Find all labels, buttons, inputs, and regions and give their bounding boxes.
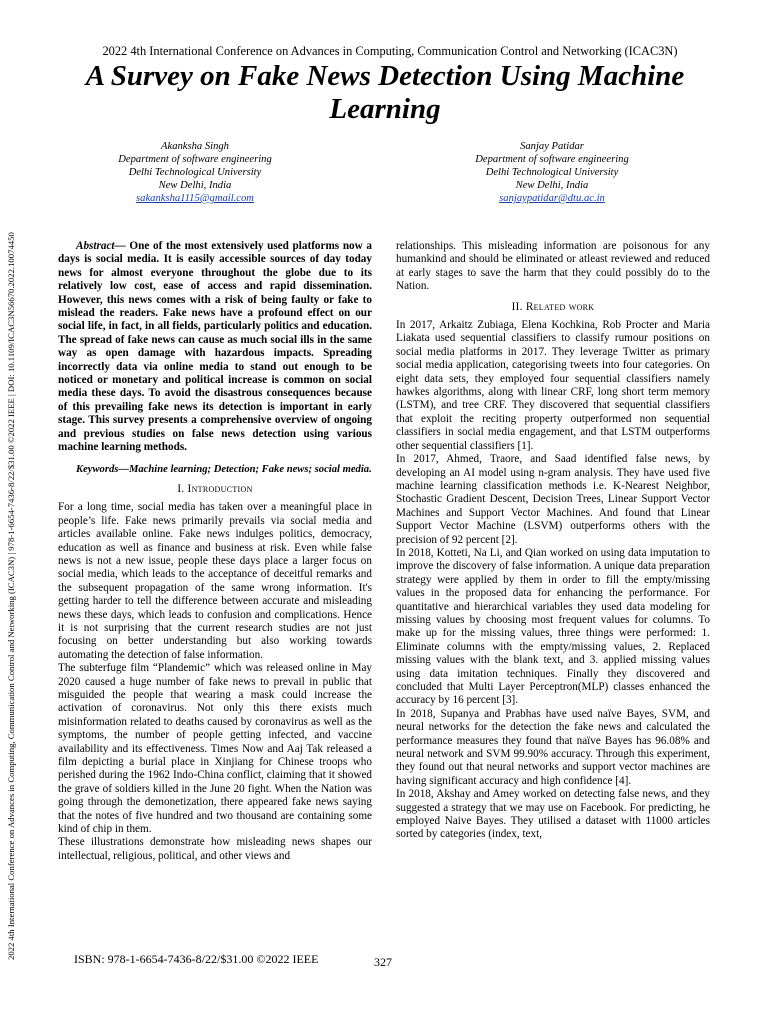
paragraph-continuation: relationships. This misleading information are poisonous for any humankind and should be eliminated or atleast reviewed and reduced at early stages to save the harm that they could possibly do to the Nation. bbox=[396, 240, 710, 293]
author-email-link[interactable]: sakanksha1115@gmail.com bbox=[136, 193, 254, 204]
paragraph: For a long time, social media has taken over a meaningful place in people’s life. Fake news primarily prevails via social media and articles available online. Fake news indulges politics, democracy, education as well as finance and business at risk. Even while false news is not a new issue, people these days place a larger focus on social media, which leads to the acceptance of deceitful remarks and the subsequent propagation of the same wrong information. It's getting harder to tell the difference between accurate and misleading news these days, which leads to confusion and complications. Hence it is not surprising that the current research studies are not just focusing on better understanding but also working towards automating the detection of false information. bbox=[58, 501, 372, 661]
author-city: New Delhi, India bbox=[515, 180, 589, 191]
paragraph: In 2017, Arkaitz Zubiaga, Elena Kochkina, Rob Procter and Maria Liakata used sequential classifiers to classify rumour positions on social media platforms in 2017. They leverage Twitter as primary social media application, categorising tweets into four categories. On eight data sets, they employed four sequential classifiers namely hawkes algorithms, along with linear CRF, long short term memory (LSTM), and tree CRF. They discovered that sequential classifiers that exploit the reciting property outperformed non sequential classifiers in social media engagement, and that LSTM outperforms other sequential classifiers [1]. bbox=[396, 319, 710, 452]
keywords bbox=[58, 463, 372, 476]
abstract-label: Abstract— bbox=[76, 240, 126, 252]
paragraph: In 2018, Kotteti, Na Li, and Qian worked on using data imputation to improve the discovery of false information. A unique data preparation strategy were applied by them in order to fill the empty/missing values in the proposed data for enhancing the performance. For quantitative and hierarchical variables they used data modeling for missing values by choosing most frequent values for columns. To make up for the missing values, three things were performed: 1. Eliminate columns with the empty/missing values, 2. Replaced missing values with the blank text, and 3. applied missing values using data imitation techniques. Finally they discovered and concluded that Multi Layer Perceptron(MLP) classes enhanced the accuracy by 16 percent [3]. bbox=[396, 546, 710, 707]
side-doi-strip bbox=[6, 100, 20, 960]
page-number: 327 bbox=[374, 955, 392, 969]
author-block-2 bbox=[427, 140, 677, 205]
conference-header: 2022 4th International Conference on Advances in Computing, Communication Control and Networking (ICAC3N) bbox=[102, 44, 678, 58]
keywords-text: Machine learning; Detection; Fake news; social media. bbox=[128, 463, 372, 475]
abstract bbox=[58, 240, 372, 455]
author-email-link[interactable]: sanjaypatidar@dtu.ac.in bbox=[499, 193, 605, 204]
author-univ: Delhi Technological University bbox=[485, 167, 619, 178]
abstract-text: One of the most extensively used platforms now a days is social media. It is easily accessible sources of day today news for almost everyone throughout the globe due to its relatively low cost, ease of access and rapid dissemination. However, this news comes with a risk of being faulty or fake to mislead the readers. Fake news have a profound effect on our social life, in fact, in all fields, particularly politics and education. The spread of fake news can cause as much social ills in the same way as open damage with hazardous impacts. Spreading incorrectly data via online media to stand out enough to be noticed or monetary and political increase is common on social media these days. To avoid the disastrous consequences because of this prevailing fake news its detection is important in early stage. This survey presents a comprehensive overview of ongoing and previous studies on false news detection using various machine learning methods. bbox=[58, 240, 372, 454]
paragraph: In 2018, Supanya and Prabhas have used naïve Bayes, SVM, and neural networks for the detection the fake news and calculated the performance measures they found that naïve Bayes has 96.08% and neural network and SVM 99.90% accuracy. Through this experiment, they found out that neural networks and support vector machines are having significant accuracy and high confidence [4]. bbox=[396, 707, 710, 787]
author-name: Akanksha Singh bbox=[161, 141, 229, 152]
side-doi-text: 2022 4th International Conference on Advances in Computing, Communication Control and Networking (ICAC3N) | 978-1-6654-7436-8/22/$31.00 ©2022 IEEE | DOI: 10.1109/ICAC3N56670.2022.10074450 bbox=[6, 232, 16, 960]
right-column bbox=[396, 240, 710, 842]
paragraph: In 2018, Akshay and Amey worked on detecting false news, and they suggested a strategy that we may use on Facebook. For predicting, he employed Naive Bayes. They utilised a dataset with 11000 articles sorted by categories (index, text, bbox=[396, 788, 710, 841]
author-univ: Delhi Technological University bbox=[128, 167, 262, 178]
paragraph: These illustrations demonstrate how misleading news shapes our intellectual, religious, political, and other views and bbox=[58, 836, 372, 862]
author-dept: Department of software engineering bbox=[475, 154, 629, 165]
keywords-label: Keywords— bbox=[76, 463, 129, 475]
section-heading-introduction: I. Introduction bbox=[177, 482, 253, 495]
author-city: New Delhi, India bbox=[158, 180, 232, 191]
section-heading-related-work: II. Related work bbox=[511, 300, 595, 313]
isbn-footer: ISBN: 978-1-6654-7436-8/22/$31.00 ©2022 IEEE bbox=[74, 952, 319, 966]
author-block-1 bbox=[70, 140, 320, 205]
paper-title: A Survey on Fake News Detection Using Machine Learning bbox=[85, 60, 685, 125]
author-dept: Department of software engineering bbox=[118, 154, 272, 165]
paragraph: In 2017, Ahmed, Traore, and Saad identified false news, by developing an AI model using n-gram analysis. They have used five machine learning classification methods i.e. K-Nearest Neighbor, Stochastic Gradient Descent, Decision Trees, Linear Support Vector Machines and Support Vector Machines. And found that Linear Support Vector Machine (LSVM) outperforms others with the precision of 92 percent [2]. bbox=[396, 453, 710, 546]
author-name: Sanjay Patidar bbox=[520, 141, 584, 152]
paragraph: The subterfuge film “Plandemic” which was released online in May 2020 caused a huge number of fake news to prevail in public that misguided the people that wearing a mask could increase the activation of coronavirus. Not only this there exists much misinformation related to deaths caused by coronavirus as well as the symptoms, the number of people getting infected, and vaccine availability and its effectiveness. Times Now and Aaj Tak released a film depicting a burial place in Xinjiang for Chinese troops who perished during the 1962 Indo-China conflict, claiming that it showed the grave of soldiers killed in the June 20 fight. When the Nation was going through the demonetization, there appeared fake news saying that the notes of five hundred and two thousand are containing some kind of chip in them. bbox=[58, 662, 372, 836]
left-column bbox=[58, 240, 372, 863]
